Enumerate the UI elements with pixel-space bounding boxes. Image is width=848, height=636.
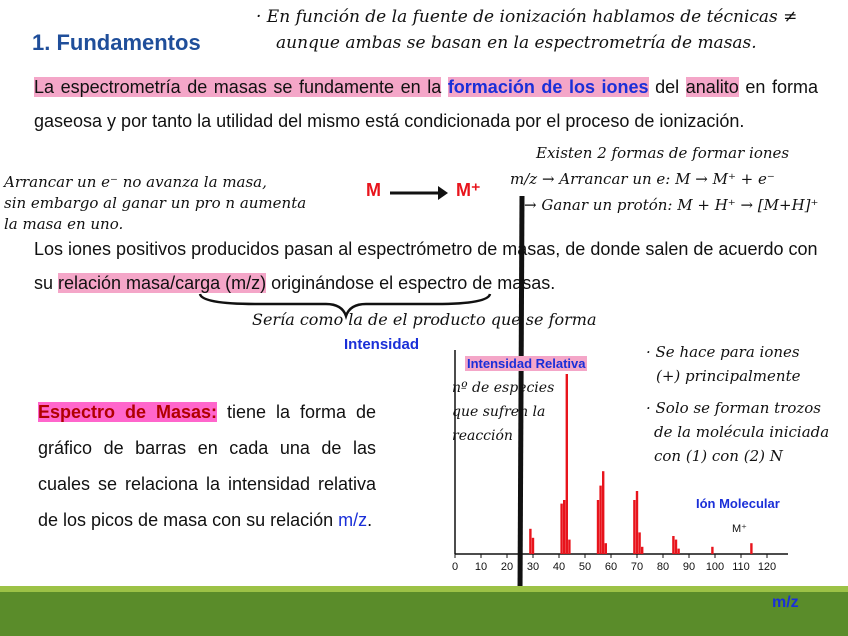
chart-bar [568,540,570,554]
footer-mz-label: m/z [772,594,799,611]
chart-bar [566,374,568,554]
chart-bar [599,486,601,554]
chart-bar [560,504,562,554]
handwritten-chart-note: nº de especies que sufren la reacción [452,380,555,444]
spectro-end: . [367,510,373,530]
hand-left-line2: sin embargo al ganar un pro n aumenta [4,194,307,212]
paragraph1-del: del [648,77,680,97]
spectro-mz: m/z [338,510,368,530]
hand-left-line3: la masa en uno. [4,215,124,233]
chart-bar [563,500,565,554]
chart-annotation-mark: M⁺ [732,523,747,535]
chart-bar [605,543,607,554]
hand-side-line4: de la molécula iniciada [654,423,830,441]
chart-x-tick-label: 10 [474,561,488,573]
chart-bar [675,540,677,554]
chart-bar [641,547,643,554]
chart-x-tick-label: 50 [578,561,592,573]
chart-ylabel-outer: Intensidad [344,336,420,353]
chart-x-tick-label: 0 [451,561,459,573]
paragraph2-text1: Los iones positivos producidos pasan al espectrómetro de masas, de donde salen de acuerdo con su [34,239,818,293]
spectro-text: tiene la forma de gráfico de barras en cada una de las cuales se relaciona la intensidad relativa de los picos de masa con su relación [38,402,376,530]
chart-annotation-molecular: Ión Molecular [696,496,780,511]
reaction-left: M [366,180,381,200]
highlight-formacion-iones: formación de los iones [447,77,649,97]
paragraph-espectro [38,394,376,538]
reaction-arrow-icon [388,183,448,203]
chart-x-tick-label: 40 [552,561,566,573]
chart-bar [677,549,679,554]
handwritten-note-left [4,172,306,235]
hand-right-line1: Existen 2 formas de formar iones [536,144,790,162]
paragraph2-text2: originándose el espectro de masas. [266,273,556,293]
chart-bar [638,532,640,554]
chart-bar [532,538,534,554]
footer-bar [0,592,848,636]
chart-x-tick-label: 30 [526,561,540,573]
chart-x-tick-label: 60 [604,561,618,573]
hand-left-line1: Arrancar un e⁻ no avanza la masa, [4,173,267,191]
hand-right-line3: → Ganar un protón: M + H⁺ → [M+H]⁺ [524,196,819,214]
chart-x-tick-label: 20 [500,561,514,573]
handwritten-note-under: Sería como la de el producto que se forma [252,310,597,329]
chart-bar [636,491,638,554]
highlight-analito: analito [685,77,739,97]
chart-bar [597,500,599,554]
chart-bar [750,543,752,554]
handwritten-note-right [510,140,844,218]
highlight-espectro: Espectro de Masas: [38,402,218,422]
note-top-line2: aunque ambas se basan en la espectrometría de masas. [276,33,757,53]
chart-x-tick-label: 100 [705,561,725,573]
handwritten-note-top [256,4,846,56]
chart-bar [633,500,635,554]
paragraph-fundamentos [34,70,818,138]
chart-bar [711,547,713,554]
hand-side-line1: · Se hace para iones [646,343,800,361]
chart-x-tick-label: 90 [682,561,696,573]
hand-side-line2: (+) principalmente [656,367,801,385]
highlight-relacion-mz: relación masa/carga (m/z) [58,273,267,293]
chart-ylabel-inner: Intensidad Relativa [467,356,586,371]
chart-bar [672,536,674,554]
highlight-intro: La espectrometría de masas se fundamente en la [34,77,442,97]
hand-side-line5: con (1) con (2) N [654,447,783,465]
handwritten-side-note [646,340,846,468]
chart-x-tick-label: 70 [630,561,644,573]
hand-side-line3: · Solo se forman trozos [646,399,821,417]
chart-bar [602,471,604,554]
chart-x-tick-label: 80 [656,561,670,573]
page-title: 1. Fundamentos [32,30,201,55]
note-top-line1: · En función de la fuente de ionización hablamos de técnicas ≠ [256,7,798,27]
paragraph1-rest: en forma gaseosa y por tanto la utilidad del mismo está condicionada por el proceso de ionización. [34,77,818,131]
chart-bar [529,529,531,554]
hand-right-line2: m/z → Arrancar un e: M → M⁺ + e⁻ [510,170,775,188]
reaction-diagram [364,180,494,206]
reaction-right: M⁺ [456,180,481,200]
chart-x-tick-label: 110 [732,561,750,573]
chart-x-tick-label: 120 [757,561,777,573]
